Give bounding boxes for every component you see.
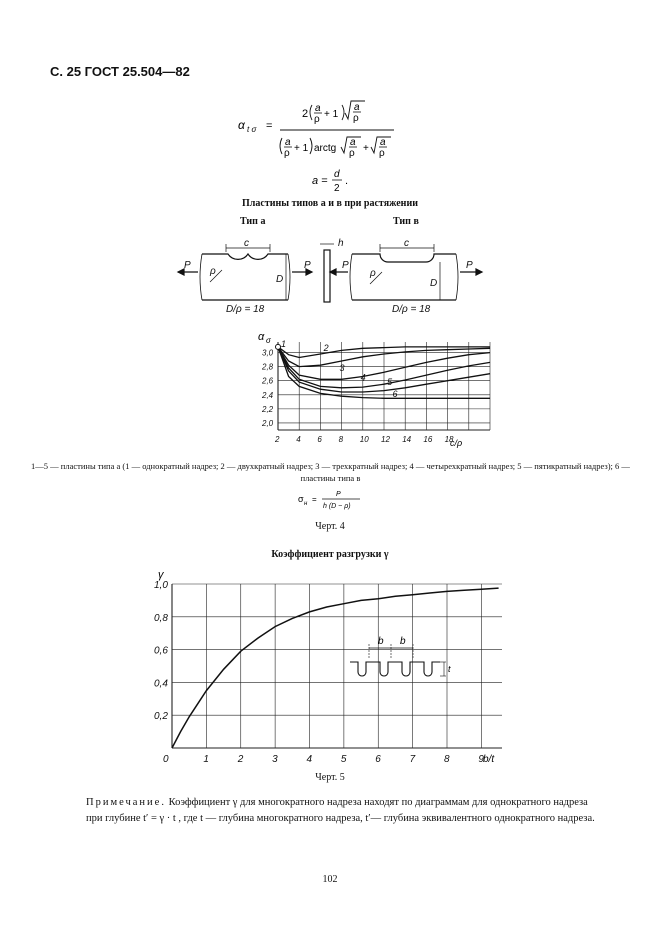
chart5-y-tick: 0,4: [154, 678, 168, 690]
arctg: arctg: [314, 143, 337, 154]
svg-text:2: 2: [334, 183, 340, 194]
svg-text:P: P: [336, 491, 341, 498]
chart5-x-tick: 0: [163, 754, 169, 765]
chart4-x-tick: 12: [381, 435, 390, 444]
svg-text:ρ: ρ: [379, 148, 385, 159]
svg-text:a: a: [354, 102, 360, 113]
note-heading: Примечание.: [86, 797, 166, 808]
svg-text:ρ: ρ: [353, 113, 359, 124]
svg-text:d: d: [334, 169, 340, 180]
chart4-series-label-1: 1: [281, 338, 287, 349]
label-rho-a: ρ: [210, 266, 216, 277]
chart5-y-tick: 0,2: [154, 711, 168, 723]
equals-sign: =: [266, 120, 273, 132]
alpha-symbol: α: [238, 118, 245, 132]
label-p-v-right: P: [466, 260, 473, 271]
chart4-origin-point: [276, 344, 281, 349]
chart5-title: Коэффициент разгрузки γ: [271, 549, 389, 560]
svg-text:+ 1: + 1: [324, 109, 339, 120]
chart4-y-tick: 2,8: [262, 362, 274, 372]
svg-text:ρ: ρ: [349, 148, 355, 159]
svg-text:a: a: [315, 103, 321, 114]
plate-a-top-edge: [202, 254, 288, 259]
label-c-a: c: [244, 238, 249, 249]
label-c-v: c: [404, 238, 409, 249]
num-two: 2: [302, 108, 309, 120]
page-number: 102: [322, 874, 338, 885]
gamma-axis-symbol: γ: [158, 569, 164, 581]
label-p-a-right: P: [304, 260, 311, 271]
chart4-x-tick: 14: [402, 435, 412, 444]
chart5-x-tick: 1: [203, 754, 209, 765]
chart4-series-label-2: 2: [323, 343, 329, 354]
chart5-y-tick: 0,6: [154, 645, 168, 657]
ratio-v: D/ρ = 18: [392, 304, 431, 315]
note-paragraph: [86, 795, 606, 827]
label-p-a-left: P: [184, 260, 191, 271]
multi-notch-inset: [350, 644, 446, 676]
inset-t: t: [448, 664, 451, 674]
svg-text:a: a: [380, 137, 386, 148]
chart5-y-tick: 1,0: [154, 580, 168, 591]
chart4-x-tick: 2: [275, 435, 280, 444]
ratio-a: D/ρ = 18: [226, 304, 265, 315]
chart4-x-tick: 6: [317, 435, 322, 444]
chart5-x-label: b/t: [483, 754, 495, 765]
chart4-x-tick: 8: [338, 435, 344, 444]
svg-text:+ 1: + 1: [294, 143, 309, 154]
alpha-subscript: t σ: [247, 125, 257, 134]
alpha-axis-symbol: α: [258, 331, 265, 343]
svg-text:=: =: [312, 495, 317, 504]
alpha-formula: [230, 95, 430, 170]
plate-v-top-edge: [352, 254, 456, 262]
label-rho-v: ρ: [370, 268, 376, 279]
page-header: С. 25 ГОСТ 25.504—82: [50, 64, 190, 79]
chart4-y-tick: 2,4: [262, 390, 274, 400]
svg-text:a =: a =: [312, 175, 328, 187]
svg-text:σ: σ: [298, 494, 304, 504]
chart5: [140, 566, 520, 770]
chart5-x-tick: 8: [444, 754, 450, 765]
label-d-a: D: [276, 274, 284, 285]
chart4-series-label-5: 5: [387, 376, 393, 387]
chart5-x-tick: 5: [340, 754, 347, 765]
stress-formula: [296, 486, 376, 514]
label-d-v: D: [430, 278, 438, 289]
chart4-y-tick: 2,2: [262, 404, 274, 414]
plate-drawings: [170, 232, 490, 322]
chart5-y-tick: 0,8: [154, 612, 168, 624]
svg-text:ρ: ρ: [314, 114, 320, 125]
svg-text:a: a: [350, 137, 356, 148]
chart4-x-tick: 16: [423, 435, 433, 444]
chart5-caption: Черт. 5: [315, 772, 345, 783]
note-text: Коэффициент γ для многократного надреза находят по диаграммам для однократного надреза при глубине t′ = γ · t , где t — глубина многократного надреза, t′— глубина эквивалентного однократного надреза.: [86, 797, 595, 824]
chart5-x-tick: 6: [375, 754, 381, 765]
type-a-label: Тип а: [240, 216, 266, 227]
chart4-legend: 1—5 — пластины типа а (1 — однократный надрез; 2 — двухкратный надрез; 3 — трехкратный надрез; 4 — четырехкратный надрез; 5 — пятикратный надрез); 6 — пластины типа в: [31, 461, 630, 483]
alpha-axis-sub: σ: [266, 336, 271, 345]
chart4-x-tick: 10: [359, 435, 369, 444]
chart4-series-label-4: 4: [360, 372, 366, 383]
svg-text:.: .: [345, 175, 349, 187]
chart4-y-tick: 3,0: [262, 348, 274, 358]
svg-text:a: a: [285, 137, 291, 148]
a-formula: [310, 166, 360, 196]
chart4-y-tick: 2,6: [262, 376, 274, 386]
chart5-x-tick: 2: [237, 754, 244, 765]
svg-text:ρ: ρ: [284, 148, 290, 159]
chart5-x-tick: 7: [409, 754, 416, 765]
label-h: h: [338, 238, 344, 249]
type-v-label: Тип в: [393, 216, 419, 227]
chart4-series-label-3: 3: [339, 362, 345, 373]
chart4-x-tick: 18: [444, 435, 454, 444]
chart4-x-tick: 4: [296, 435, 301, 444]
chart4-y-tick: 2,0: [262, 418, 274, 428]
svg-text:+: +: [363, 143, 369, 154]
svg-text:н: н: [304, 501, 308, 507]
plates-title: Пластины типов а и в при растяжении: [242, 198, 418, 209]
inset-b1: b: [378, 636, 384, 647]
chart5-x-tick: 4: [306, 754, 313, 765]
chart4: [240, 330, 500, 456]
inset-b2: b: [400, 636, 406, 647]
label-p-v-left: P: [342, 260, 349, 271]
chart4-x-label: c/ρ: [450, 438, 463, 448]
chart4-caption: Черт. 4: [315, 521, 345, 532]
chart4-series-label-6: 6: [392, 388, 398, 399]
chart5-x-tick: 3: [272, 754, 278, 765]
svg-text:h (D − ρ): h (D − ρ): [323, 503, 351, 510]
chart5-x-tick: 9: [478, 754, 484, 765]
